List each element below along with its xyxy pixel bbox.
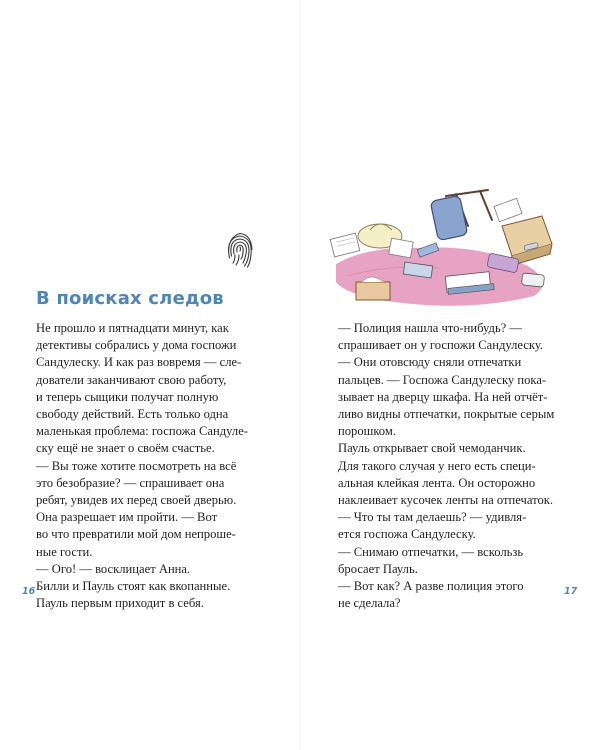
text-line: порошком. xyxy=(338,424,396,439)
page-gutter xyxy=(299,0,301,750)
text-line: Сандулеску. И как раз вовремя — сле- xyxy=(36,355,242,370)
text-line: альная клейкая лента. Он осторожно xyxy=(338,475,536,490)
left-page-text xyxy=(36,320,268,612)
text-line: Пауль первым приходит в себя. xyxy=(36,596,204,611)
text-line: зывает на дверцу шкафа. На ней отчёт- xyxy=(338,389,548,404)
text-line: спрашивает он у госпожи Сандулеску. xyxy=(338,338,544,353)
text-line: маленькая проблема: госпожа Сандуле- xyxy=(36,424,248,439)
text-line: во что превратили мой дом непроше- xyxy=(36,527,236,542)
text-line: и теперь сыщики получат полную xyxy=(36,389,219,404)
text-line: — Что ты там делаешь? — удивля- xyxy=(338,510,527,525)
text-line: бросает Пауль. xyxy=(338,561,418,576)
text-line: — Вы тоже хотите посмотреть на всё xyxy=(36,458,237,473)
text-line: свободу действий. Есть только одна xyxy=(36,407,229,422)
text-line: ливо видны отпечатки, покрытые серым xyxy=(338,407,555,422)
text-line: — Ого! — восклицает Анна. xyxy=(36,561,191,576)
text-line: детективы собрались у дома госпожи xyxy=(36,338,237,353)
text-line: — Вот как? А разве полиция этого xyxy=(338,579,524,594)
text-line: пальцев. — Госпожа Сандулеску пока- xyxy=(338,372,547,387)
text-line: это безобразие? — спрашивает она xyxy=(36,475,225,490)
page-number-right: 17 xyxy=(564,586,578,597)
text-line: — Снимаю отпечатки, — вскользь xyxy=(338,544,524,559)
text-line: ется госпожа Сандулеску. xyxy=(338,527,476,542)
messy-room-illustration xyxy=(328,186,556,312)
chapter-title: В поисках следов xyxy=(36,288,224,309)
text-line: Не прошло и пятнадцати минут, как xyxy=(36,321,229,335)
text-line: дователи заканчивают свою работу, xyxy=(36,372,227,387)
text-line: наклеивает кусочек ленты на отпечаток. xyxy=(338,493,554,508)
text-line: Для такого случая у него есть специ- xyxy=(338,458,536,473)
right-page-text xyxy=(338,320,570,612)
text-line: Пауль открывает свой чемоданчик. xyxy=(338,441,526,456)
text-line: ребят, увидев их перед своей дверью. xyxy=(36,493,237,508)
text-line: не сделала? xyxy=(338,596,401,611)
text-line: — Они отовсюду сняли отпечатки xyxy=(338,355,522,370)
text-line: ные гости. xyxy=(36,544,93,559)
page-number-left: 16 xyxy=(22,586,36,597)
text-line: ску ещё не знает о своём счастье. xyxy=(36,441,215,456)
fingerprint-icon xyxy=(226,232,254,270)
text-line: Билли и Пауль стоят как вкопанные. xyxy=(36,579,231,594)
text-line: Она разрешает им пройти. — Вот xyxy=(36,510,218,525)
text-line: — Полиция нашла что-нибудь? — xyxy=(338,321,523,335)
